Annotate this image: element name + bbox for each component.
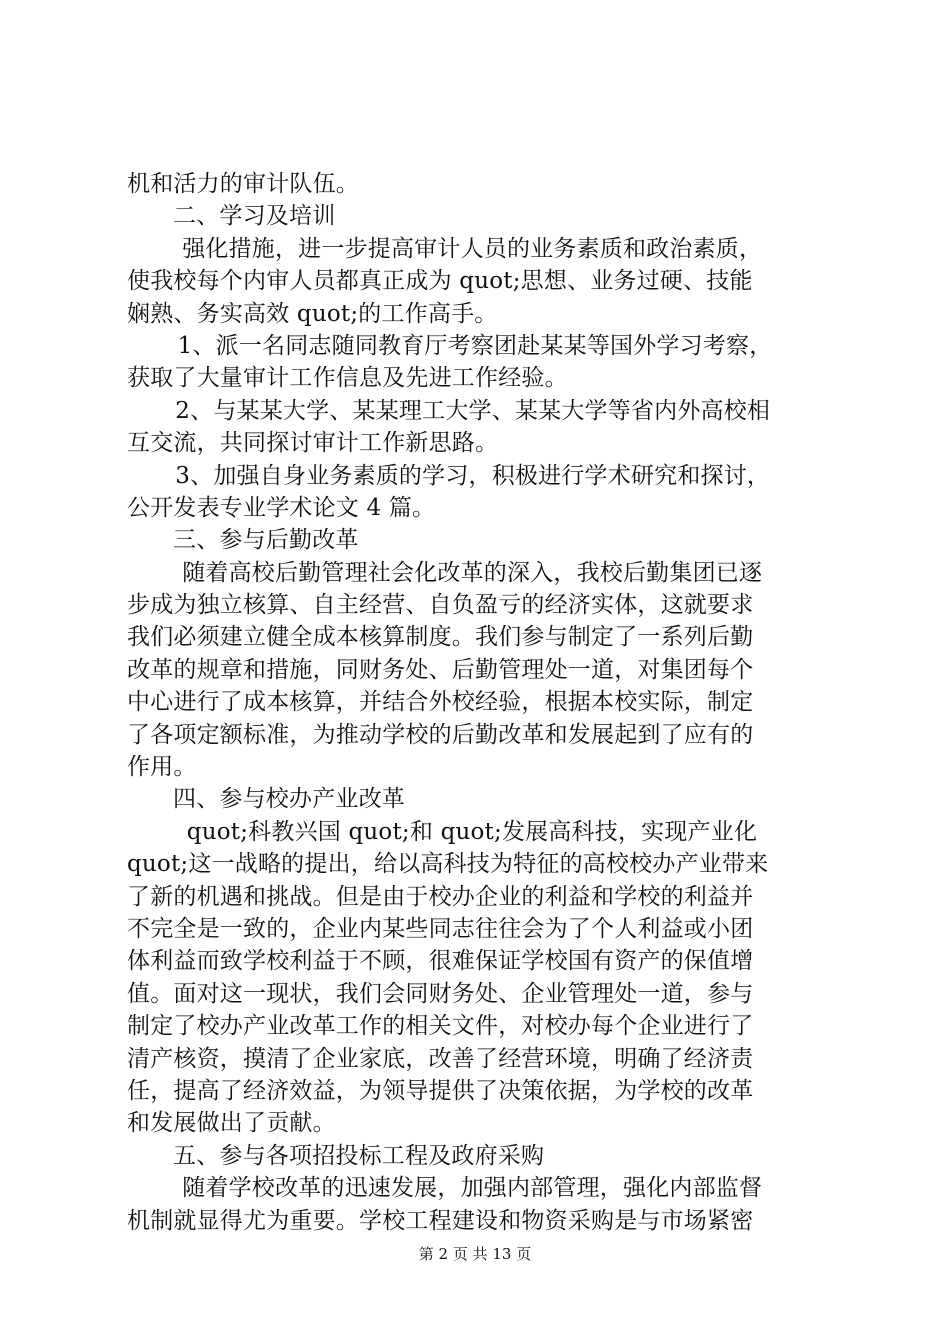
text-line: 强化措施，进一步提高审计人员的业务素质和政治素质， (182, 235, 763, 262)
text-line: 机和活力的审计队伍。 (127, 171, 359, 197)
text-line: 作用。 (127, 754, 197, 781)
text-line: 2、与某某大学、某某理工大学、某某大学等省内外高校相 (175, 397, 771, 424)
text-line: 获取了大量审计工作信息及先进工作经验。 (127, 365, 568, 392)
text-line: quot;这一战略的提出，给以高科技为特征的高校校办产业带来 (127, 851, 769, 878)
document-body (127, 168, 835, 1237)
text-line: 值。面对这一现状，我们会同财务处、企业管理处一道，参与 (127, 980, 754, 1007)
text-line: 随着高校后勤管理社会化改革的深入，我校后勤集团已逐 (182, 559, 763, 586)
text-line: 随着学校改革的迅速发展，加强内部管理，强化内部监督 (182, 1175, 763, 1202)
page-footer: 第 2 页 共 13 页 (418, 1245, 532, 1263)
text-line: 体利益而致学校利益于不顾，很难保证学校国有资产的保值增 (127, 948, 754, 975)
text-line: 互交流，共同探讨审计工作新思路。 (127, 430, 499, 457)
text-line: 我们必须建立健全成本核算制度。我们参与制定了一系列后勤 (127, 624, 754, 651)
text-line: 任，提高了经济效益，为领导提供了决策依据，为学校的改革 (127, 1077, 754, 1104)
text-line: 不完全是一致的，企业内某些同志往往会为了个人利益或小团 (127, 915, 754, 942)
text-line: 娴熟、务实高效 quot;的工作高手。 (127, 300, 498, 327)
text-line: 三、参与后勤改革 (173, 527, 359, 554)
text-line: 改革的规章和措施，同财务处、后勤管理处一道，对集团每个 (127, 656, 754, 683)
text-line: 3、加强自身业务素质的学习，积极进行学术研究和探讨， (175, 462, 771, 489)
text-line: 清产核资，摸清了企业家底，改善了经营环境，明确了经济责 (127, 1045, 754, 1072)
text-line: 制定了校办产业改革工作的相关文件，对校办每个企业进行了 (127, 1013, 754, 1040)
text-line: 四、参与校办产业改革 (173, 786, 405, 813)
text-line: 使我校每个内审人员都真正成为 quot;思想、业务过硬、技能 (127, 268, 753, 295)
text-line: 了各项定额标准，为推动学校的后勤改革和发展起到了应有的 (127, 721, 754, 748)
text-line: 步成为独立核算、自主经营、自负盈亏的经济实体，这就要求 (127, 592, 754, 619)
text-line: 1、派一名同志随同教育厅考察团赴某某等国外学习考察， (177, 332, 773, 359)
text-line: 公开发表专业学术论文 4 篇。 (127, 494, 436, 521)
text-line: 五、参与各项招投标工程及政府采购 (173, 1142, 545, 1169)
text-line: quot;科教兴国 quot;和 quot;发展高科技，实现产业化 (186, 818, 758, 845)
text-line: 机制就显得尤为重要。学校工程建设和物资采购是与市场紧密 (127, 1207, 754, 1234)
text-line: 二、学习及培训 (173, 203, 336, 230)
text-line: 中心进行了成本核算，并结合外校经验，根据本校实际，制定 (127, 689, 754, 716)
text-line: 了新的机遇和挑战。但是由于校办企业的利益和学校的利益并 (127, 883, 754, 910)
text-line: 和发展做出了贡献。 (127, 1110, 336, 1137)
